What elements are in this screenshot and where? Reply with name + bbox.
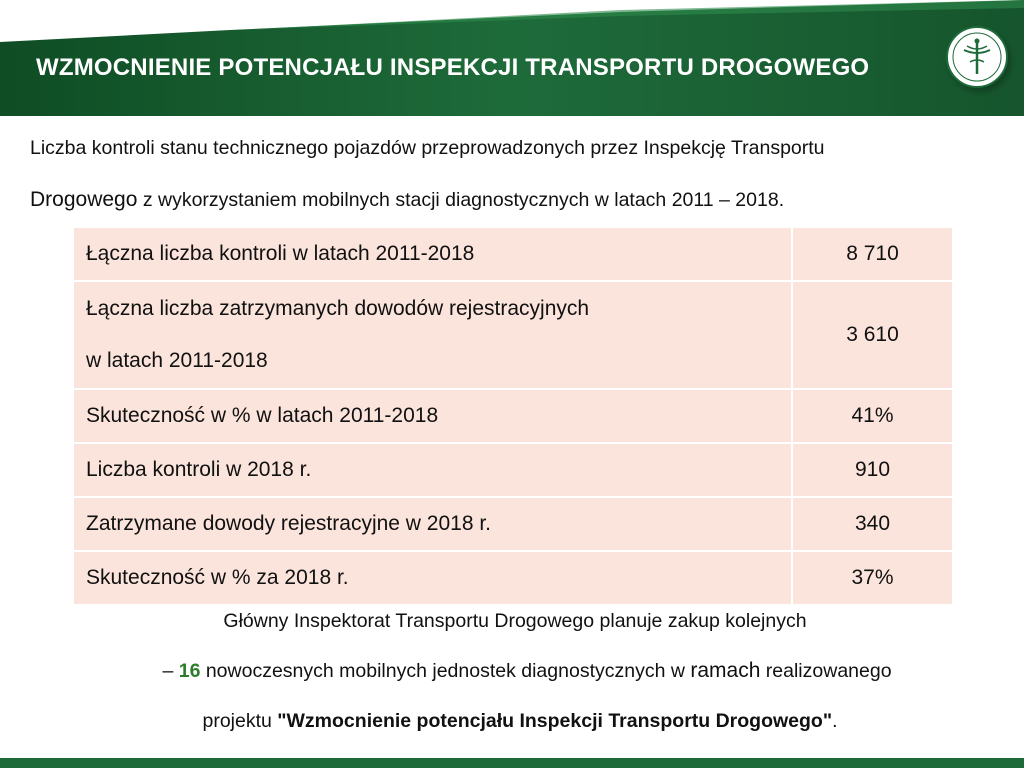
itd-emblem-icon bbox=[946, 26, 1008, 88]
page-title: WZMOCNIENIE POTENCJAŁU INSPEKCJI TRANSPORTU DROGOWEGO bbox=[36, 54, 870, 81]
table-row bbox=[74, 497, 952, 551]
row-label: Łączna liczba kontroli w latach 2011-2018 bbox=[74, 228, 792, 281]
row-label-line-2: w latach 2011-2018 bbox=[86, 349, 268, 372]
row-value: 910 bbox=[792, 443, 952, 497]
table-row bbox=[74, 389, 952, 443]
note-line-3 bbox=[0, 696, 1024, 746]
note-line-2-mid: nowoczesnych mobilnych jednostek diagnostycznych w bbox=[200, 660, 691, 682]
note-line-3-lead: projektu bbox=[202, 710, 278, 732]
row-value: 37% bbox=[792, 551, 952, 605]
intro-line-2-lead: Drogowego bbox=[30, 188, 138, 211]
statistics-table bbox=[74, 228, 952, 606]
row-label bbox=[74, 281, 792, 389]
table-row bbox=[74, 443, 952, 497]
note-number: 16 bbox=[178, 660, 201, 682]
row-label: Skuteczność w % w latach 2011-2018 bbox=[74, 389, 792, 443]
note-line-2-big: ramach bbox=[690, 659, 761, 682]
row-label-line-1: Łączna liczba zatrzymanych dowodów rejestracyjnych bbox=[86, 297, 590, 320]
row-value: 3 610 bbox=[792, 281, 952, 389]
note-line-2-end: realizowanego bbox=[760, 660, 892, 682]
footer-note bbox=[0, 596, 1024, 746]
row-label: Zatrzymane dowody rejestracyjne w 2018 r. bbox=[74, 497, 792, 551]
intro-line-2-rest: z wykorzystaniem mobilnych stacji diagnostycznych w latach 2011 – 2018. bbox=[137, 189, 785, 211]
intro-line-1: Liczba kontroli stanu technicznego pojazdów przeprowadzonych przez Inspekcję Transportu bbox=[30, 137, 825, 159]
intro-line-2 bbox=[30, 174, 1000, 226]
note-line-1: Główny Inspektorat Transportu Drogowego planuje zakup kolejnych bbox=[223, 610, 807, 632]
header-banner bbox=[0, 0, 1024, 116]
bottom-bar bbox=[0, 758, 1024, 768]
row-label: Liczba kontroli w 2018 r. bbox=[74, 443, 792, 497]
row-value: 340 bbox=[792, 497, 952, 551]
note-dash: – bbox=[162, 660, 179, 682]
note-line-3-end: . bbox=[832, 710, 838, 732]
project-name: "Wzmocnienie potencjału Inspekcji Transportu Drogowego" bbox=[277, 710, 833, 732]
table-row bbox=[74, 281, 952, 389]
row-label: Skuteczność w % za 2018 r. bbox=[74, 551, 792, 605]
row-value: 8 710 bbox=[792, 228, 952, 281]
row-value: 41% bbox=[792, 389, 952, 443]
table-row bbox=[74, 228, 952, 281]
intro-text bbox=[30, 122, 1000, 226]
note-line-2 bbox=[0, 646, 1024, 696]
